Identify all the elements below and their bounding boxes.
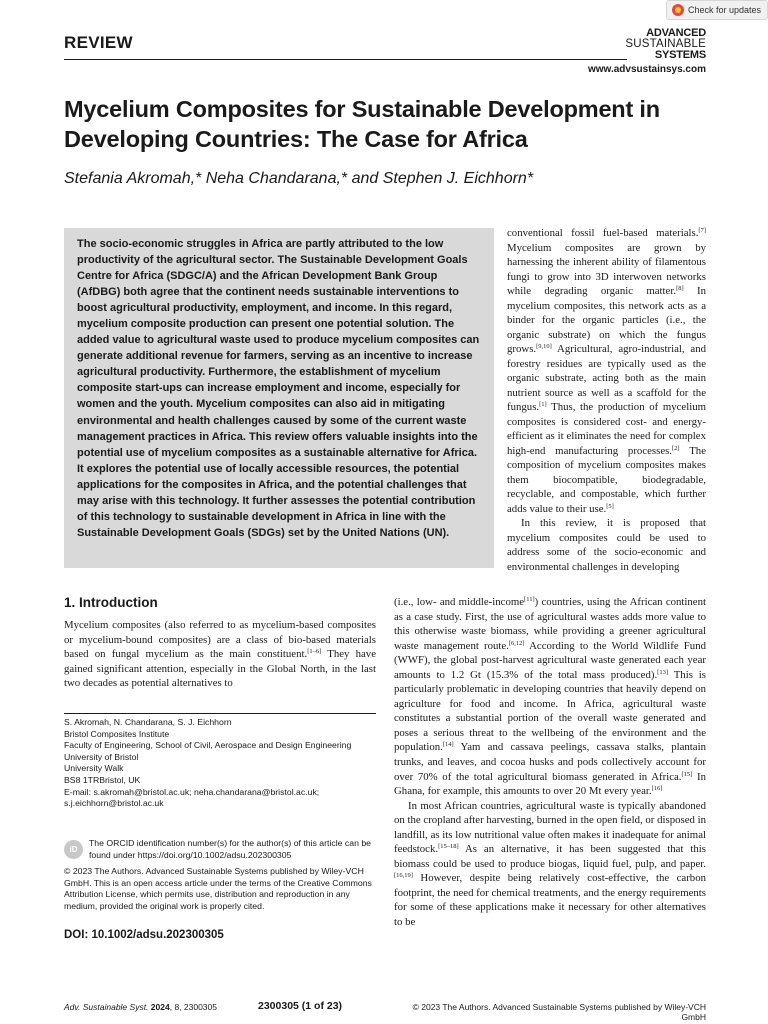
body-paragraph [394, 595, 706, 799]
orcid-note [64, 838, 376, 861]
affiliation-line: University of Bristol [64, 751, 139, 762]
body-text: Mycelium composites are grown by harnessing the inherent ability of filamentous fungi to grow into 3D interwoven networks while degrading organic matter. [507, 241, 706, 297]
author-list: Stefania Akromah,* Neha Chandarana,* and Stephen J. Eichhorn* [64, 170, 534, 187]
right-top-paragraph-2: In this review, it is proposed that mycelium composites could be used to address some of the socio-economic and environmental challenges in developing [507, 517, 706, 573]
affiliations-block [64, 717, 376, 810]
body-text: The composition of mycelium composites makes them biocompatible, biodegradable, recyclable, and compostable, which further adds value to their use. [507, 444, 706, 515]
citation-ref[interactable]: [16] [651, 785, 663, 793]
check-for-updates-label: Check for updates [688, 5, 762, 15]
body-text: However, despite being relatively cost-effective, the carbon footprint, the need for chemical treatments, and the energy requirements for some of these applications make it necessary for other alternatives to be [394, 872, 706, 929]
citation-ref[interactable]: [5] [606, 502, 614, 510]
section-label: REVIEW [64, 33, 133, 52]
citation-ref[interactable]: [15] [681, 770, 693, 778]
citation-ref[interactable]: [16,19] [394, 872, 413, 880]
citation-ref[interactable]: [2] [672, 444, 680, 452]
citation-ref[interactable]: [6,12] [508, 639, 525, 647]
citation-ref[interactable]: [15–18] [438, 843, 459, 851]
body-text: In most African countries, agricultural waste is typically abandoned on the cropland after harvesting, burned in the open field, or disposed in landfill, as its low nutritional value often makes it inadequate for animal feedstock. [394, 799, 706, 856]
orcid-icon: iD [64, 840, 83, 859]
section-heading-introduction: 1. Introduction [64, 595, 158, 610]
crossmark-icon [672, 4, 684, 16]
affiliation-line: University Walk [64, 763, 124, 774]
journal-logo [612, 28, 706, 61]
logo-line-2: SUSTAINABLE [625, 37, 706, 50]
right-column-top [507, 226, 706, 574]
body-text: In mycelium composites, this network acts as a binder for the organic particles (i.e., the organic substrate) on which the fungus grows. [507, 285, 706, 355]
footer-journal-citation [64, 1002, 217, 1012]
affiliation-line: Bristol Composites Institute [64, 728, 170, 739]
footer-page-number: 2300305 (1 of 23) [258, 1000, 343, 1012]
right-column-body [394, 595, 706, 930]
body-text: Yam and cassava peelings, cassava stalks, plantain trunks, and leaves, and cocoa husks and pods collectively account for over 70% of the total agricultural biomass generated in Africa. [394, 741, 706, 783]
citation-ref[interactable]: [1–6] [307, 648, 322, 655]
journal-website-link[interactable]: www.advsustainsys.com [587, 64, 706, 75]
citation-ref[interactable]: [8] [676, 285, 684, 292]
body-text: According to the World Wildlife Fund (WWF), the global post-harvest agricultural waste generated each year amounts to 1.2 Gt (15.3% of the total mass produced). [394, 639, 706, 681]
footer-copyright: © 2023 The Authors. Advanced Sustainable Systems published by Wiley-VCH GmbH [412, 1002, 706, 1022]
body-text: In Ghana, for example, this amounts to over 20 Mt every year. [394, 770, 706, 798]
body-text: As an alternative, it has been suggested that this biomass could be used to produce biogas, liquid fuel, pulp, and paper. [394, 843, 706, 870]
header-rule [64, 59, 627, 60]
body-text: conventional fossil fuel-based materials. [507, 227, 699, 239]
intro-text-cont: They have gained significant attention, especially in the Global North, in the last two decades as potential alternatives to [64, 648, 376, 689]
citation-ref[interactable]: [13] [657, 668, 669, 676]
body-text: Thus, the production of mycelium composites is considered cost- and energy-efficient as it eliminates the need for complex high-end manufacturing processes. [507, 401, 706, 457]
logo-line-3: SYSTEMS [654, 49, 706, 62]
intro-text: Mycelium composites (also referred to as mycelium-based composites or mycelium-bound composites) are a class of bio-based materials based on fungal mycelium as the main constituent. [64, 619, 376, 660]
intro-paragraph [64, 618, 376, 691]
check-for-updates-button[interactable] [666, 0, 768, 20]
footer-year: 2024 [150, 1002, 170, 1012]
license-note: © 2023 The Authors. Advanced Sustainable Systems published by Wiley-VCH GmbH. This is an open access article under the terms of the Creative Commons Attribution License, which permits use, distribution and reproduction in any medium, provided the original work is properly cited. [64, 866, 372, 911]
affiliation-email[interactable]: E-mail: s.akromah@bristol.ac.uk; neha.chandarana@bristol.ac.uk; s.j.eichhorn@bristol.ac.uk [64, 786, 320, 809]
affiliation-line: BS8 1TRBristol, UK [64, 774, 141, 785]
affiliation-line: Faculty of Engineering, School of Civil, Aerospace and Design Engineering [64, 740, 352, 751]
article-doi[interactable]: DOI: 10.1002/adsu.202300305 [64, 929, 224, 941]
orcid-text[interactable]: The ORCID identification number(s) for the author(s) of this article can be found under https://doi.org/10.1002/adsu.202300305 [89, 838, 371, 860]
article-title: Mycelium Composites for Sustainable Development in Developing Countries: The Case for Africa [64, 96, 660, 152]
affiliation-rule [64, 713, 376, 714]
citation-ref[interactable]: [11] [524, 596, 535, 603]
body-text: This is particularly problematic in developing countries that heavily depend on agriculture for food and income. In Africa, agricultural waste constitutes a substantial portion of the overall waste generated and poses a serious threat to the wellbeing of the environment and the population. [394, 668, 706, 754]
citation-ref[interactable]: [9,10] [536, 343, 552, 350]
body-text: (i.e., low- and middle-income [394, 596, 525, 608]
footer-volume: , 8, 2300305 [169, 1002, 217, 1012]
affiliation-line: S. Akromah, N. Chandarana, S. J. Eichhorn [64, 717, 232, 727]
body-paragraph [394, 799, 706, 930]
citation-ref[interactable]: [14] [442, 741, 454, 749]
body-text: Agricultural, agro-industrial, and forestry residues are typically used as the organic substrate, acting both as the main nutrient source as well as a scaffold for the fungus. [507, 343, 706, 413]
abstract-box [64, 228, 494, 568]
citation-ref[interactable]: [1] [539, 401, 547, 408]
body-text: ) countries, using the African continent as a case study. First, the use of agricultural wastes adds more value to this otherwise waste biomass, while providing a greener agricultural waste management route. [394, 596, 706, 652]
citation-ref[interactable]: [7] [698, 227, 706, 234]
logo-line-1: ADVANCED [646, 27, 706, 39]
footer-journal-name: Adv. Sustainable Syst. [64, 1002, 149, 1012]
right-top-paragraph [507, 226, 706, 516]
abstract-text: The socio-economic struggles in Africa are partly attributed to the low productivity of the agricultural sector. The Sustainable Development Goals Centre for Africa (SDGC/A) and the African Development Bank Group (AfDBG) both agree that the continent needs sustainable interventions to boost agricultural productivity, employment, and income. In this regard, mycelium composite production can present one potential solution. The added value to agricultural waste used to produce mycelium composites can generate additional revenue for farmers, serving as an incentive to increase agricultural productivity. Furthermore, the establishment of mycelium composite start-ups can increase employment and income, especially for women and the youth. Mycelium composites can also aid in mitigating environmental and health challenges caused by some of the current waste management practices in Africa. This review offers valuable insights into the potential use of mycelium composites as a sustainable alternative for Africa. It explores the potential use of locally accessible resources, the potential applications for the composites in Africa, and the potential challenges that may arise with this technology. It further assesses the potential contribution of this technology to sustainable development in Africa in line with the Sustainable Development Goals (SDGs) set by the United Nations (UN). [77, 238, 480, 539]
